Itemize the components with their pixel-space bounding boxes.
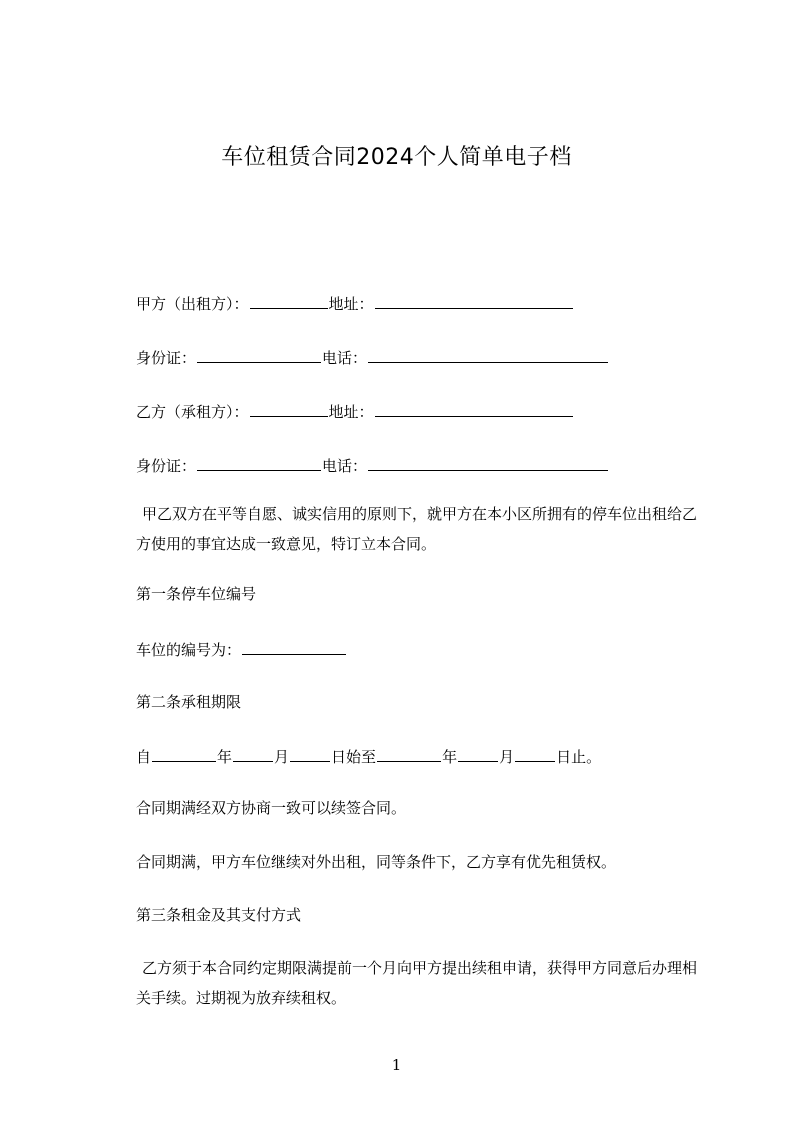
start-month-blank <box>233 745 273 762</box>
end-year-blank <box>377 745 441 762</box>
page-number: 1 <box>391 1056 402 1074</box>
party-a-address-label: 地址： <box>328 295 374 313</box>
party-b-line <box>136 400 574 422</box>
party-b-address-label: 地址： <box>328 403 374 421</box>
party-a-phone-blank <box>368 346 608 363</box>
party-a-line <box>136 292 574 314</box>
end-year-label: 年 <box>442 748 458 766</box>
start-day-label: 日始至 <box>331 748 377 766</box>
end-day-label: 日止。 <box>556 748 602 766</box>
space-number-line <box>136 638 347 660</box>
term-line <box>136 745 601 767</box>
article2-heading: 第二条承租期限 <box>136 693 242 711</box>
space-number-blank <box>242 638 346 655</box>
priority-text: 合同期满，甲方车位继续对外出租，同等条件下，乙方享有优先租赁权。 <box>136 853 617 871</box>
start-day-blank <box>290 745 330 762</box>
start-year-blank <box>152 745 216 762</box>
end-day-blank <box>515 745 555 762</box>
party-a-id-blank <box>197 346 321 363</box>
article3-heading: 第三条租金及其支付方式 <box>136 906 302 924</box>
party-b-id-label: 身份证： <box>136 457 197 475</box>
party-a-phone-label: 电话： <box>322 349 368 367</box>
party-b-phone-blank <box>368 454 608 471</box>
party-a-label: 甲方（出租方）： <box>136 295 249 313</box>
renewal-request-text: 乙方须于本合同约定期限满提前一个月向甲方提出续租申请，获得甲方同意后办理相关手续。过期视为放弃续租权。 <box>136 959 698 1007</box>
intro-paragraph <box>136 499 708 559</box>
term-from-label: 自 <box>136 748 152 766</box>
party-a-id-label: 身份证： <box>136 349 197 367</box>
party-b-phone-label: 电话： <box>322 457 368 475</box>
party-a-name-blank <box>250 292 328 309</box>
document-title: 车位租赁合同2024个人简单电子档 <box>221 145 572 170</box>
renewal-request-paragraph <box>136 953 708 1013</box>
party-b-address-blank <box>375 400 573 417</box>
renewal-text: 合同期满经双方协商一致可以续签合同。 <box>136 799 407 817</box>
intro-text: 甲乙双方在平等自愿、诚实信用的原则下，就甲方在本小区所拥有的停车位出租给乙方使用的事宜达成一致意见，特订立本合同。 <box>136 505 698 553</box>
party-b-name-blank <box>250 400 328 417</box>
end-month-label: 月 <box>499 748 515 766</box>
start-year-label: 年 <box>217 748 233 766</box>
party-b-id-line <box>136 454 609 476</box>
party-a-id-line <box>136 346 609 368</box>
article1-heading: 第一条停车位编号 <box>136 585 257 603</box>
start-month-label: 月 <box>274 748 290 766</box>
space-number-label: 车位的编号为： <box>136 641 242 659</box>
party-b-label: 乙方（承租方）： <box>136 403 249 421</box>
end-month-blank <box>458 745 498 762</box>
party-a-address-blank <box>375 292 573 309</box>
party-b-id-blank <box>197 454 321 471</box>
